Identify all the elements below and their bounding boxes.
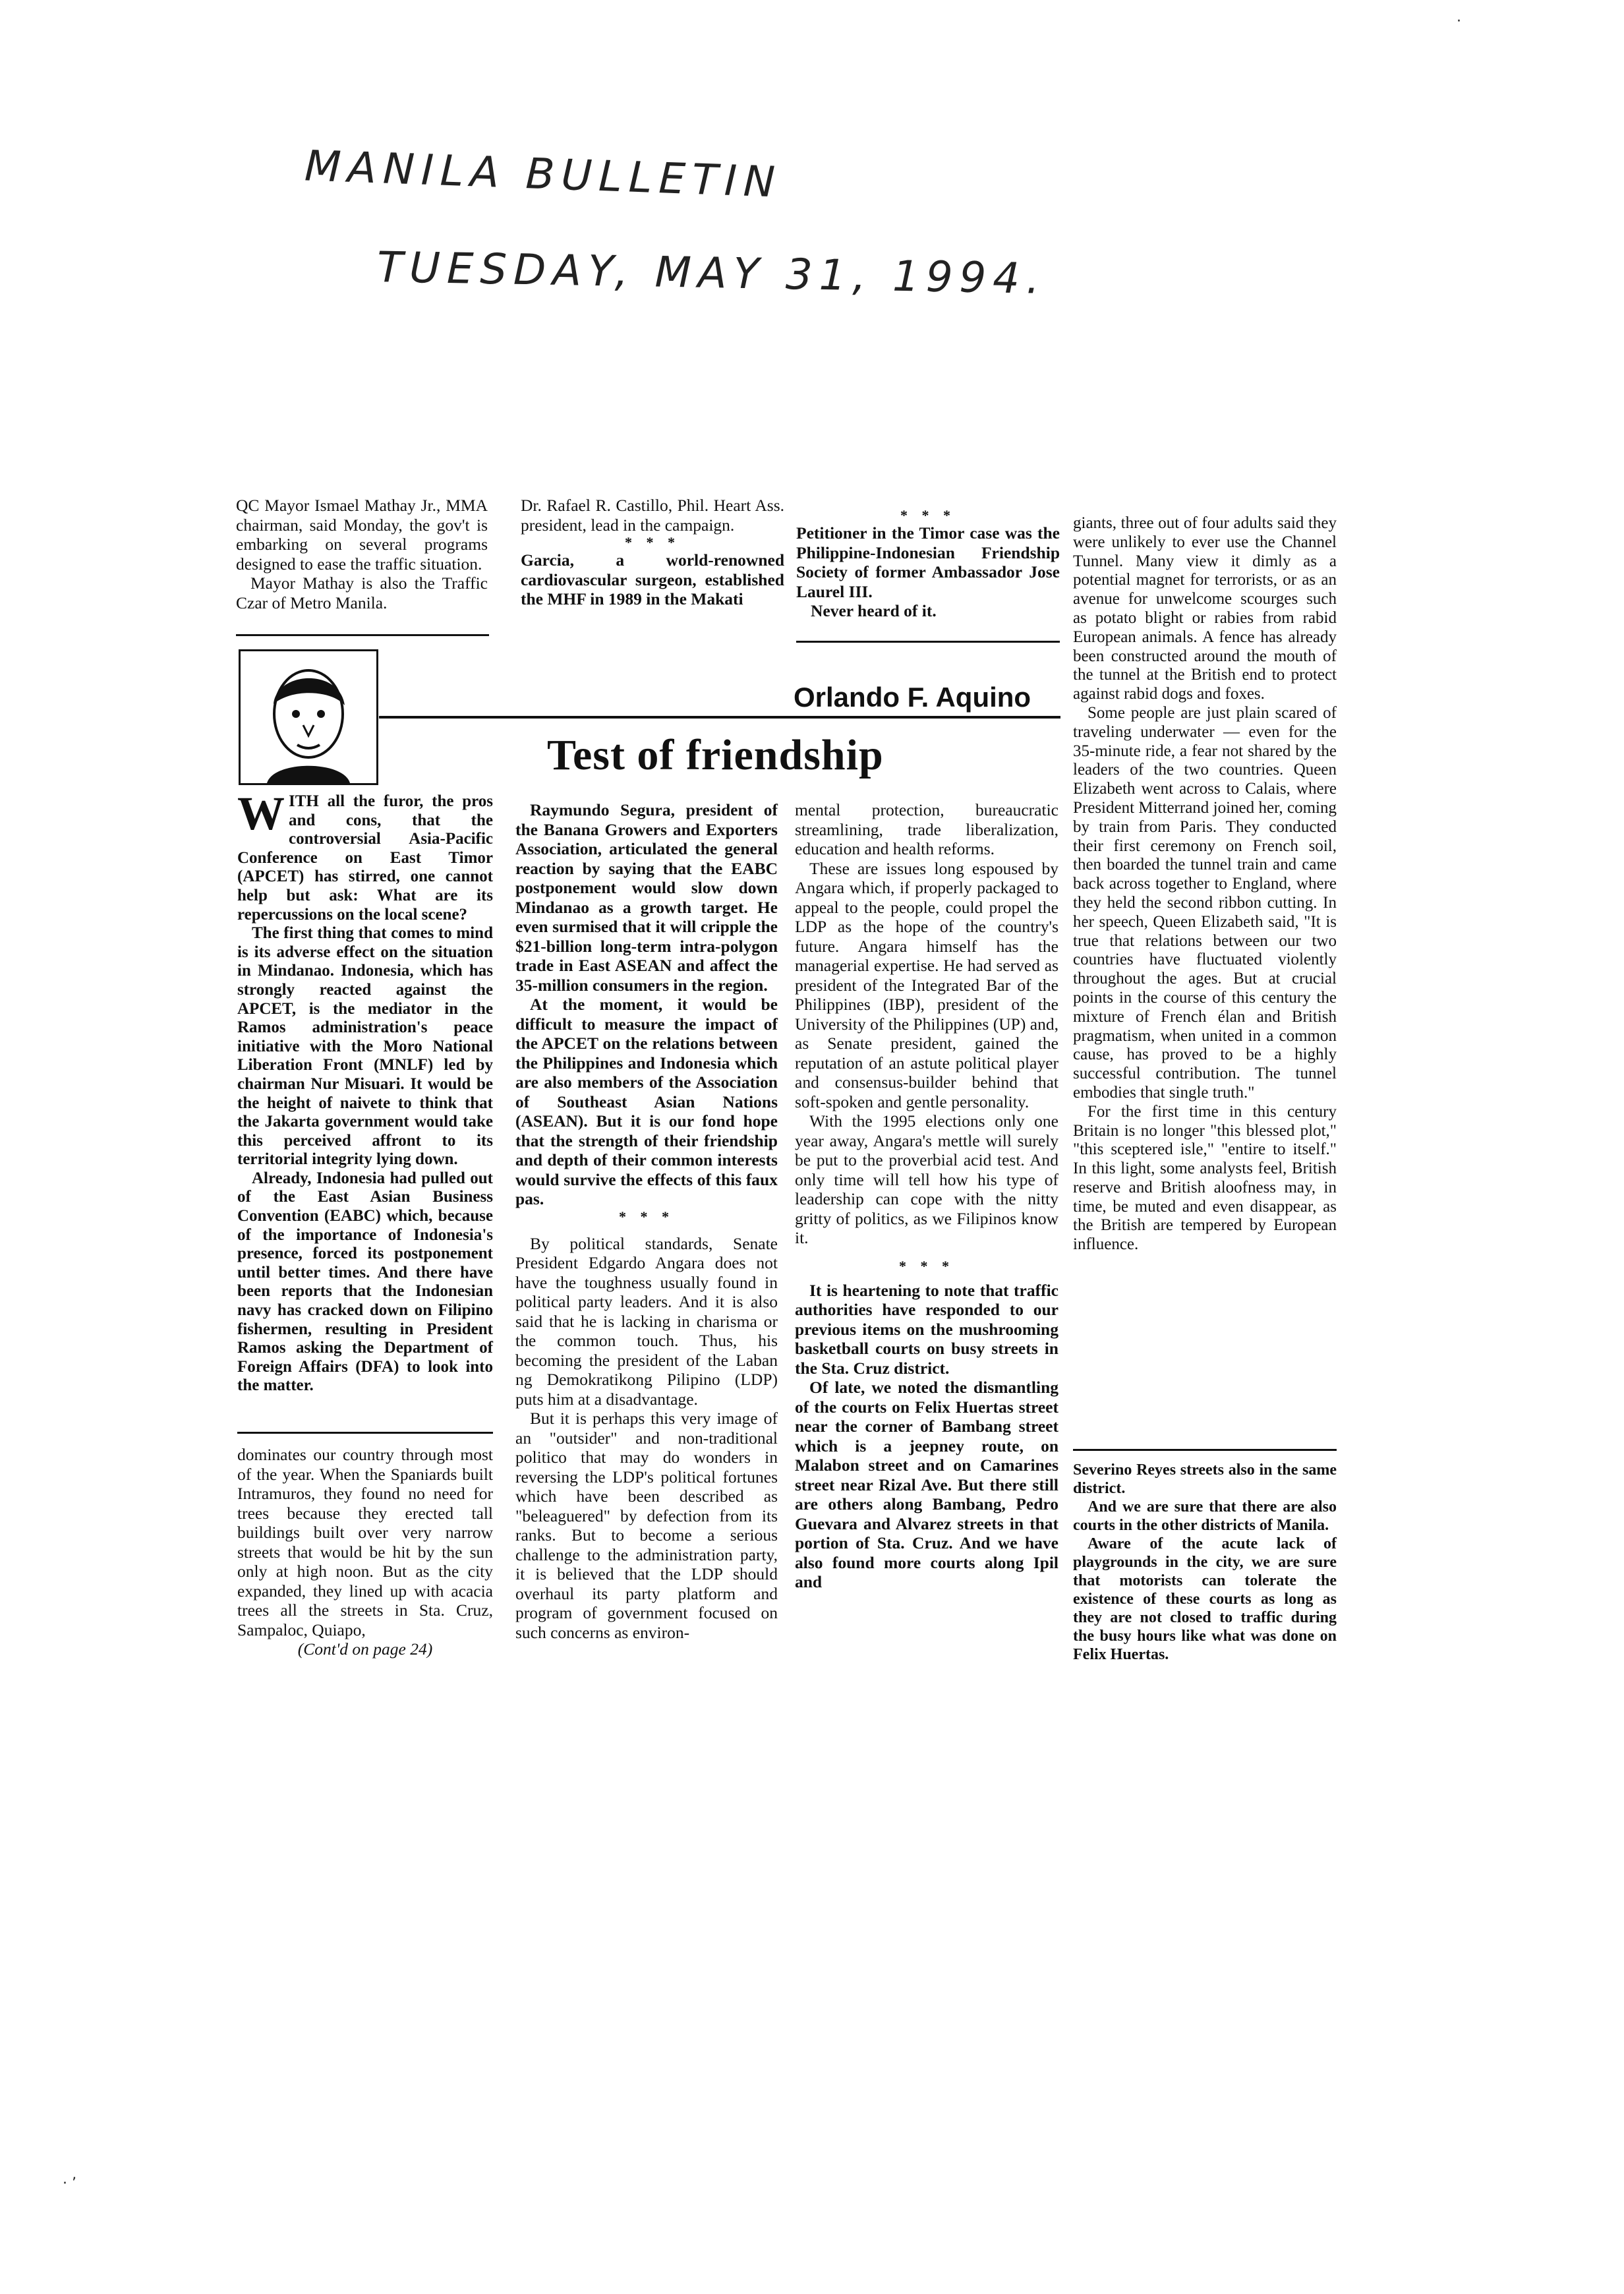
article-headline: Test of friendship xyxy=(547,731,884,779)
top-strip-rule-right xyxy=(796,641,1060,643)
author-portrait-icon xyxy=(241,651,376,783)
scan-speck: · xyxy=(1457,13,1461,30)
top-col2-p1: Dr. Rafael R. Castillo, Phil. Heart Ass. president, lead in the campaign. xyxy=(521,496,784,535)
scan-speck: · ’ xyxy=(63,2175,76,2192)
article-col3-p5: Of late, we noted the dismantling of the courts on Felix Huertas street near the corner of Bambang street which is a jeepney route, on Malabon street and on Camarines street near Rizal Ave. But there still are others along Bambang, Pedro Guevara and Alvarez streets in that portion of Sta. Cruz. And we have also found more courts along Ipil and xyxy=(795,1378,1058,1591)
article-col1-p3: Already, Indonesia had pulled out of the East Asian Business Convention (EABC) which, because of the importance of Indonesia's presence, forced its postponement until better times. And there have been reports that the Indonesian navy has cracked down on Filipino fishermen, resulting in President Ramos asking the Department of Foreign Affairs (DFA) to look into the matter. xyxy=(237,1169,493,1395)
top-strip-rule-left xyxy=(236,634,489,636)
left-bottom-text: dominates our country through most of the year. When the Spaniards built Intramuros, they found no need for trees because they erected tall buildings built over very narrow streets that would be hit by the sun only at high noon. But as the city expanded, they lined up with acacia trees all the streets in Sta. Cruz, Sampaloc, Quiapo, xyxy=(237,1445,493,1639)
stars-separator: * * * xyxy=(900,507,956,523)
right-col-p2: Some people are just plain scared of traveling underwater — even for the 35-minute ride, a fear not shared by the leaders of the two countries. Queen Elizabeth went across to Calais, where President Mitterrand joined her, coming by train from Paris. They conducted their first ceremony on French soil, then boarded the tunnel train and came back across together to England, where they held the second ribbon cutting. In her speech, Queen Elizabeth said, "It is true that relations between our two countries have fluctuated violently throughout the ages. But at crucial points in the course of this century the mixture of French élan and British pragmatism, when united in a common cause, has proved to be a highly successful contribution. The tunnel embodies that single truth." xyxy=(1073,703,1337,1102)
article-col4-p2: And we are sure that there are also courts in the other districts of Manila. xyxy=(1073,1498,1337,1534)
dropcap-letter: W xyxy=(237,787,285,840)
article-col3-p1: mental protection, bureaucratic streamlining, trade liberalization, education and health reforms. xyxy=(795,800,1058,858)
continued-note: (Cont'd on page 24) xyxy=(297,1639,433,1659)
article-col-3 xyxy=(795,800,1058,1592)
col1-end-rule xyxy=(237,1432,493,1434)
handwritten-publication: MANILA BULLETIN xyxy=(303,142,782,208)
article-col3-p2: These are issues long espoused by Angara which, if properly packaged to appeal to the people, could propel the LDP as the hope of the country's future. Angara himself has the managerial expertise. He had served as president of the Integrated Bar of the Philippines (IBP), president of the University of the Philippines (UP) and, as Senate president, gained the reputation of an astute political player and consensus-builder behind that soft-spoken and gentle personality. xyxy=(795,858,1058,1111)
article-col4-p3: Aware of the acute lack of playgrounds in the city, we are sure that motorists can tolerate the existence of these courts as long as they are not closed to traffic during the busy hours like what was done on Felix Huertas. xyxy=(1073,1535,1337,1663)
top-strip-col-2 xyxy=(521,496,784,609)
article-col1-p2: The first thing that comes to mind is its adverse effect on the situation in Mindanao. Indonesia, which has strongly reacted against the APCET, is the mediator in the Ramos administration's peace initiative with the Moro National Liberation Front (MNLF) led by chairman Nur Misuari. It would be the height of naivete to think that the Jakarta government would take this perceived affront to its territorial integrity lying down. xyxy=(237,924,493,1169)
article-col2-p4: But it is perhaps this very image of an "outsider" and non-traditional politico that may do wonders in reversing the LDP's political fortunes which have been described as "beleaguered" by defection from its ranks. But to become a serious challenge to the administration party, it is believed that the LDP should overhaul its party platform and program of government focused on such concerns as environ- xyxy=(515,1409,778,1642)
top-col2-p2: Garcia, a world-renowned cardiovascular surgeon, established the MHF in 1989 in the Makati xyxy=(521,550,784,608)
article-col-2 xyxy=(515,800,778,1642)
stars-separator: * * * xyxy=(619,1208,674,1225)
header-rule xyxy=(379,716,1060,719)
handwritten-date: TUESDAY, MAY 31, 1994. xyxy=(376,243,1047,304)
left-bottom-column xyxy=(237,1445,493,1659)
stars-separator: * * * xyxy=(625,534,680,550)
top-col3-p1: Petitioner in the Timor case was the Philippine-Indonesian Friendship Society of former Ambassador Jose Laurel III. xyxy=(796,523,1060,601)
right-col-p1: giants, three out of four adults said they were unlikely to ever use the Channel Tunnel. Many view it dimly as a potential magnet for terrorists, or as an avenue for unwelcome scourges such as potato blight or rabies from rabid European animals. A fence has already been constructed around the mouth of the tunnel at the British end to protect against rabid dogs and foxes. xyxy=(1073,514,1337,703)
right-column xyxy=(1073,514,1337,1254)
article-col3-p4: It is heartening to note that traffic authorities have responded to our previous items on the mushrooming basketball courts on busy streets in the Sta. Cruz district. xyxy=(795,1280,1058,1378)
author-byline: Orlando F. Aquino xyxy=(794,682,1031,713)
article-col2-p3: By political standards, Senate President Edgardo Angara does not have the toughness usually found in political party leaders. And it is also said that he is lacking in charisma or the common touch. Thus, his becoming the president of the Laban ng Demokratikong Pilipino (LDP) puts him at a disadvantage. xyxy=(515,1233,778,1409)
right-col-p3: For the first time in this century Britain is no longer "this blessed plot," "this sceptered isle," "entire to itself." In this light, some analysts feel, British reserve and British aloofness may, in time, be muted and even disappear, as the British are tempered by European influence. xyxy=(1073,1102,1337,1254)
top-strip-col-3 xyxy=(796,508,1060,621)
article-col1-p1: ITH all the furor, the pros and cons, that the controversial Asia-Pacific Conference on East Timor (APCET) has stirred, one cannot help but ask: What are its repercussions on the local scene? xyxy=(237,792,493,924)
article-col4-p1: Severino Reyes streets also in the same district. xyxy=(1073,1461,1337,1497)
stars-separator: * * * xyxy=(899,1257,954,1274)
top-col1-p1: QC Mayor Ismael Mathay Jr., MMA chairman, said Monday, the gov't is embarking on several programs designed to ease the traffic situation. xyxy=(236,496,488,574)
top-strip-col-1 xyxy=(236,496,488,612)
article-col-1 xyxy=(237,787,493,1396)
article-col3-p3: With the 1995 elections only one year away, Angara's mettle will surely be put to the proverbial acid test. And only time will tell how his type of leadership can cope with the nitty gritty of politics, as we Filipinos know it. xyxy=(795,1111,1058,1247)
top-col1-p2: Mayor Mathay is also the Traffic Czar of Metro Manila. xyxy=(236,574,488,612)
article-col2-p2: At the moment, it would be difficult to measure the impact of the APCET on the relations between the Philippines and Indonesia which are also members of the Association of Southeast Asian Nations (ASEAN). But it is our fond hope that the strength of their friendship and depth of their common interests would survive the effects of this faux pas. xyxy=(515,995,778,1208)
author-photo xyxy=(239,649,378,785)
top-col3-p2: Never heard of it. xyxy=(811,601,937,620)
col4-rule xyxy=(1073,1449,1337,1451)
article-col-4 xyxy=(1073,1461,1337,1664)
article-col2-p1: Raymundo Segura, president of the Banana Growers and Exporters Association, articulated the general reaction by saying that the EABC postponement would slow down Mindanao as a growth target. He even surmised that it will cripple the $21-billion long-term intra-polygon trade in East ASEAN and affect the 35-million consumers in the region. xyxy=(515,800,778,995)
